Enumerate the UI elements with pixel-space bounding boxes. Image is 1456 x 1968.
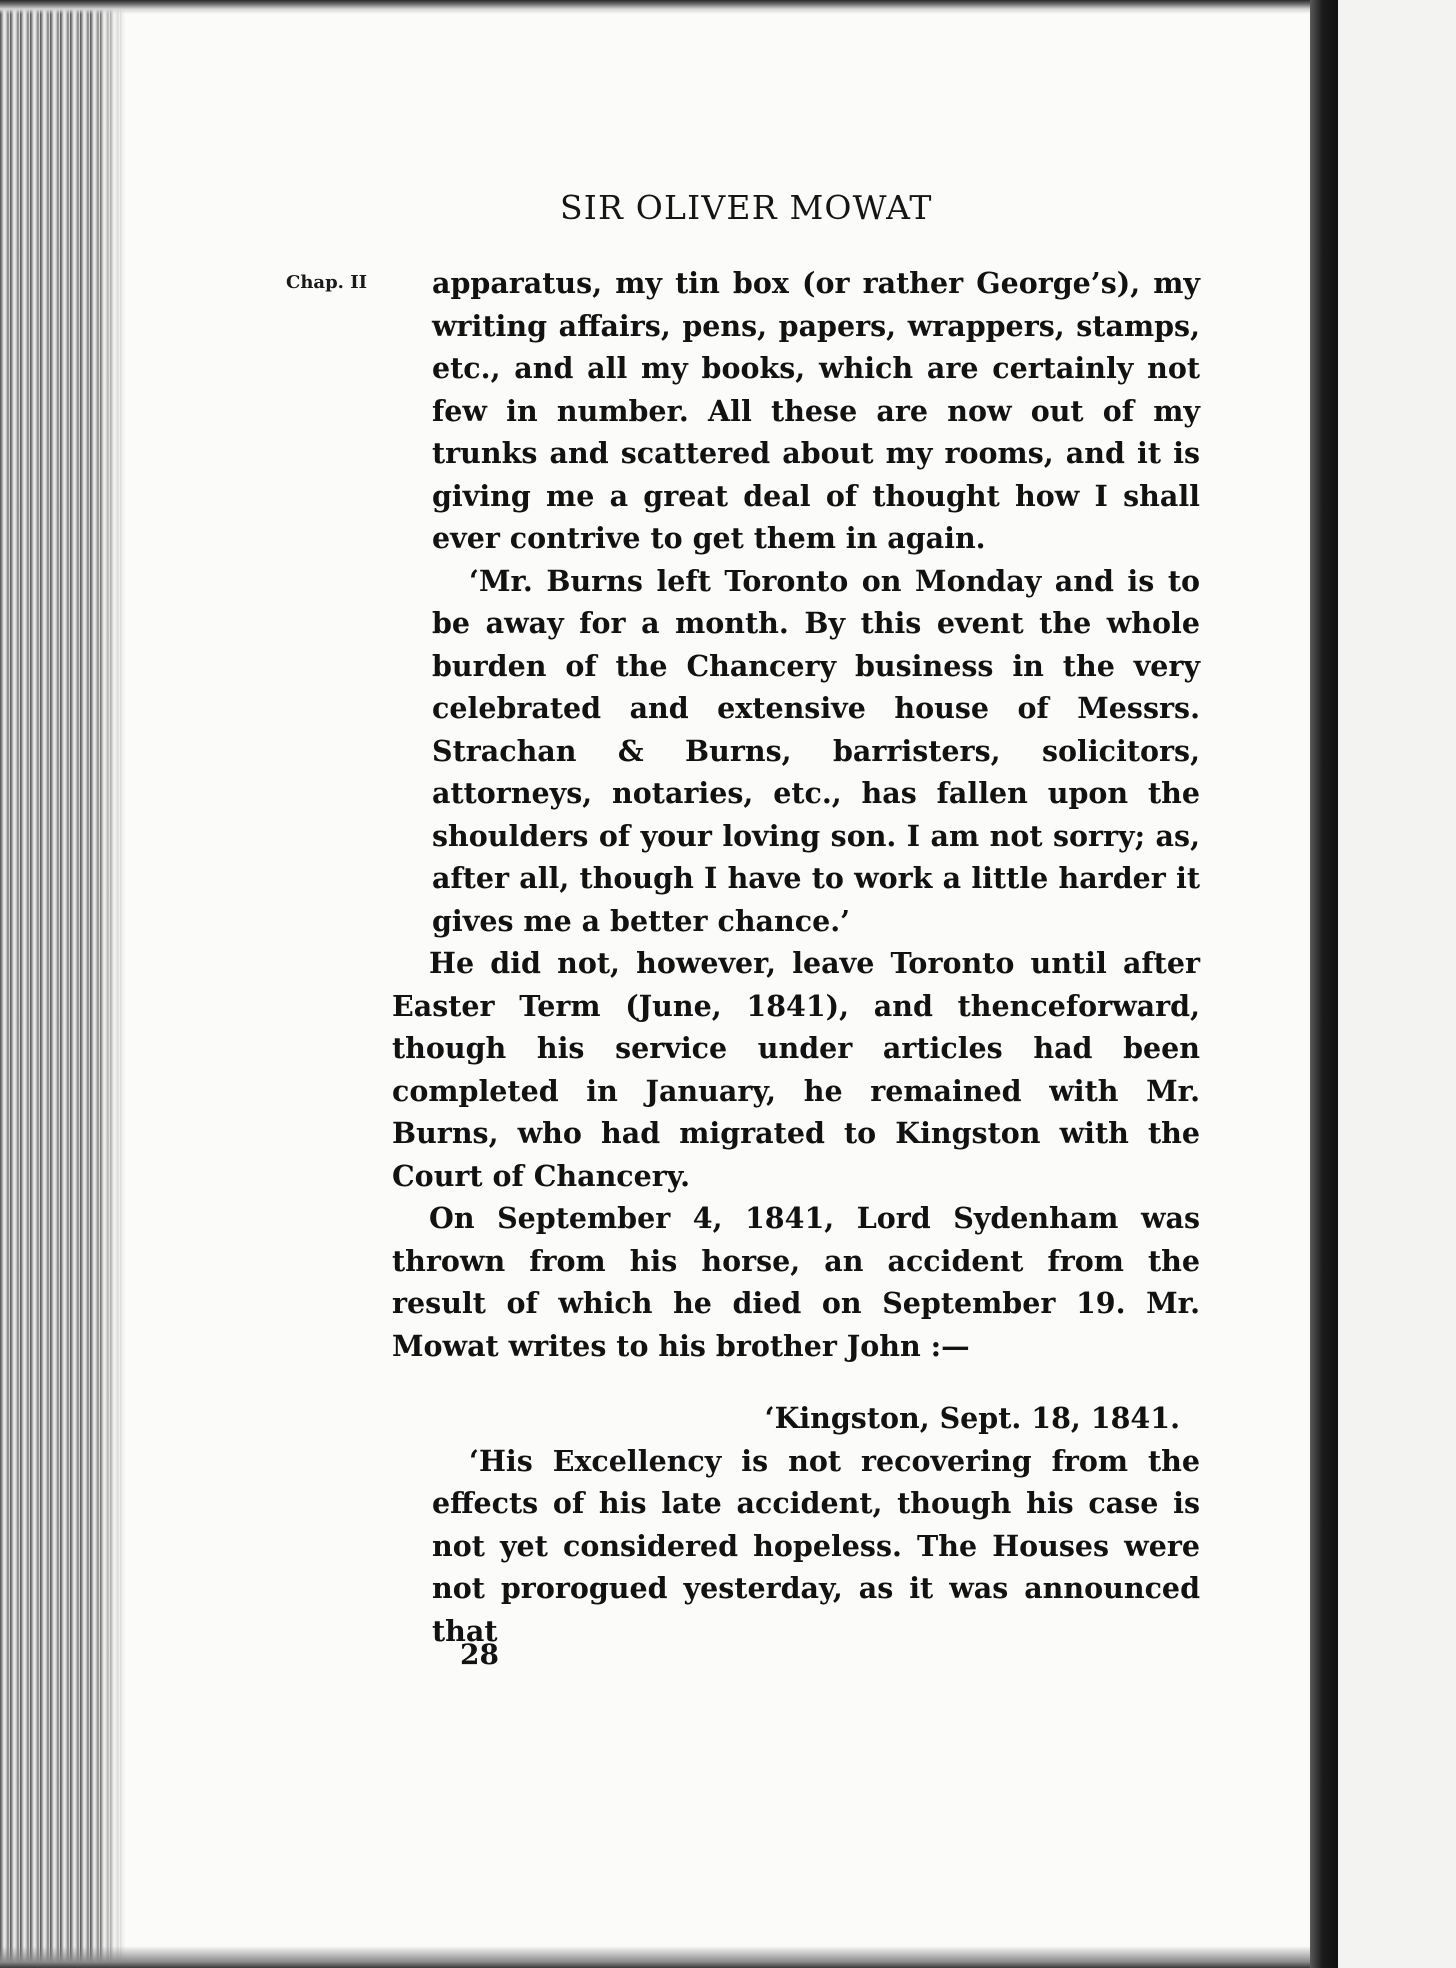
top-page-edge <box>0 0 1310 14</box>
running-title: SIR OLIVER MOWAT <box>560 188 933 227</box>
paragraph-2: ‘Mr. Burns left Toronto on Monday and is to be away for a month. By this event the whole burden of the Chancery business in the very celebrated and extensive house of Messrs. Strachan & Burns, barristers, solicitors, attorneys, notaries, etc., has fallen upon the shoulders of your loving son. I am not sorry; as, after all, though I have to work a little harder it gives me a better chance.’ <box>432 563 1200 938</box>
letter-excerpt-2 <box>412 1397 1200 1652</box>
page-edges-shadow <box>95 0 125 1968</box>
facing-page-edge <box>1338 0 1456 1968</box>
body-text <box>392 262 1200 1652</box>
chapter-label: Chap. II <box>286 272 368 293</box>
paragraph-4: On September 4, 1841, Lord Sydenham was thrown from his horse, an accident from the result of which he died on September 19. Mr. Mowat writes to his brother John :— <box>392 1201 1200 1363</box>
page-number: 28 <box>460 1638 499 1671</box>
letter-dateline: ‘Kingston, Sept. 18, 1841. <box>764 1401 1180 1435</box>
bottom-page-edge <box>0 1946 1310 1968</box>
paragraph-1: apparatus, my tin box (or rather George’s), my writing affairs, pens, papers, wrappers, stamps, etc., and all my books, which are certainly not few in number. All these are now out of my trunks and scattered about my rooms, and it is giving me a great deal of thought how I shall ever contrive to get them in again. <box>432 266 1200 555</box>
book-spine-gutter <box>1310 0 1338 1968</box>
paragraph-5: ‘His Excellency is not recovering from the effects of his late accident, though his case is not yet considered hopeless. The Houses were not prorogued yesterday, as it was announced that <box>432 1443 1200 1648</box>
paragraph-3: He did not, however, leave Toronto until after Easter Term (June, 1841), and thenceforward, though his service under articles had been completed in January, he remained with Mr. Burns, who had migrated to Kingston with the Court of Chancery. <box>392 946 1200 1193</box>
letter-excerpt-1 <box>412 262 1200 942</box>
